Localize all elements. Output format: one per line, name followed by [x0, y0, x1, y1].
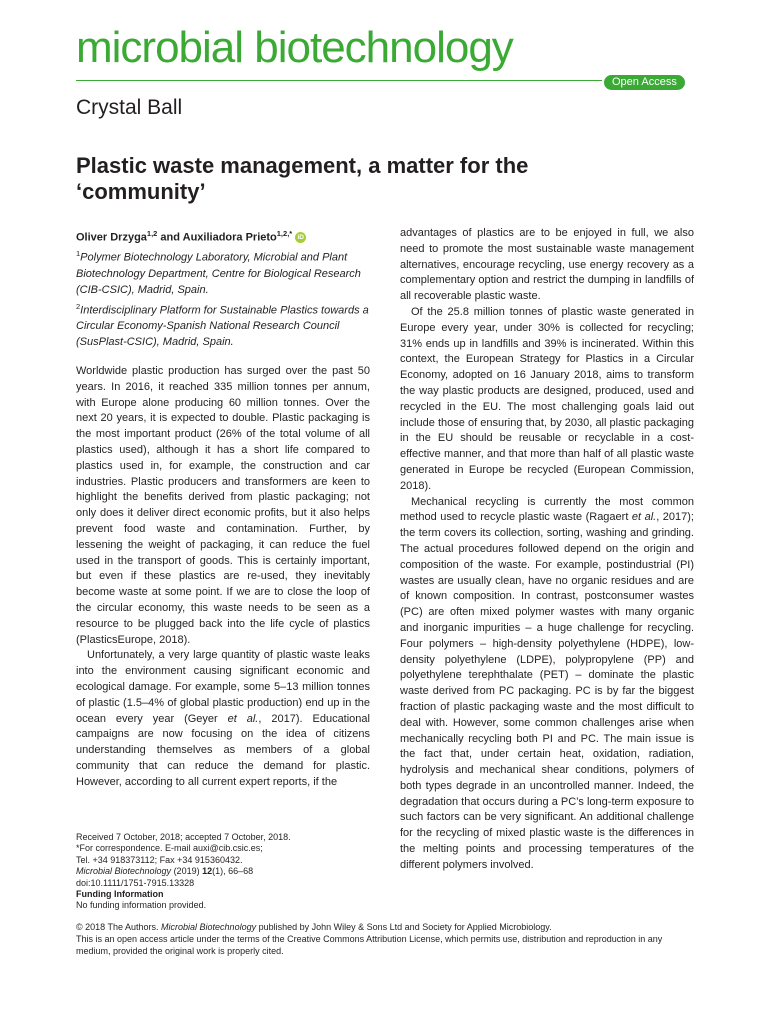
article-notes	[76, 832, 376, 912]
body-text: Unfortunately, a very large quantity of plastic waste leaks into the environment causing significant economic and ecological damage. For example, some 5–13 million tonnes of plastic (1.5–4% of global plastic production) end up in the ocean every year (Geyer	[76, 649, 370, 725]
author-name: Auxiliadora Prieto	[182, 231, 277, 244]
body-paragraph: Of the 25.8 million tonnes of plastic waste generated in Europe every year, under 30% is collected for recycling; 31% ends up in landfills and 39% is incinerated. Within this context, the European Strategy for Plastics in a Circular Economy, adopted on 16 January 2018, aims to transform the way plastic products are designed, produced, used and recycled in the EU. The most challenging goals laid out include those of ensuring that, by 2030, all plastic packaging in the EU should be reusable or recyclable in a cost-effective manner, and that more than half of all plastic waste generated in Europe be recycled (European Commission, 2018).	[400, 305, 694, 492]
body-column-left	[76, 364, 370, 791]
license-footer	[76, 922, 696, 957]
article-title: Plastic waste management, a matter for the ‘community’	[76, 153, 529, 204]
contact-phone: Tel. +34 918373112; Fax +34 915360432.	[76, 854, 243, 865]
body-text: Mechanical recycling is currently the most common method used to recycle plastic waste (Ragaert	[400, 495, 694, 524]
author-affiliation-marker: 1,2,	[276, 229, 290, 238]
affiliation-text: Polymer Biotechnology Laboratory, Microbial and Plant Biotechnology Department, Centre for Biological Research (CIB-CSIC), Madrid, Spain.	[76, 252, 361, 296]
copyright-journal: Microbial Biotechnology	[161, 922, 257, 932]
body-paragraph	[76, 648, 370, 790]
citation-pages: (1), 66–68	[212, 866, 254, 877]
body-column-right	[400, 226, 694, 874]
author-conjunction: and	[157, 231, 183, 244]
authors-block	[76, 226, 376, 351]
funding-text: No funding information provided.	[76, 900, 207, 911]
citation-etal: et al.	[631, 511, 657, 524]
citation-line	[76, 866, 376, 877]
author-list	[76, 226, 376, 246]
affiliation-marker: 2	[76, 301, 81, 311]
funding-heading: Funding Information	[76, 889, 164, 900]
body-paragraph: Worldwide plastic production has surged over the past 50 years. In 2016, it reached 335 million tonnes per annum, with Europe alone producing 60 million tonnes. Over the next 20 years, it is expected to double. Plastic packaging is the most important product (26% of the total volume of all plastics used), although it has a short life compared to plastics used in, for example, the construction and car industries. Plastic producers and transformers are keen to highlight the benefits derived from plastic packaging; not only does it deliver direct economic profits, but it also helps prevent food waste and contamination. Further, by lessening the weight of packaging, it can reduce the fuel used in the transport of goods. This is certainly important, but even if these plastics are re-used, they inevitably become waste at some point. If we are to close the loop of the circular economy, this waste needs to be seen as a resource to be plugged back into the life cycle of plastics (PlasticsEurope, 2018).	[76, 365, 370, 646]
affiliation-1	[76, 246, 376, 298]
doi-link[interactable]: doi:10.1111/1751-7915.13328	[76, 877, 195, 888]
license-text: This is an open access article under the terms of the Creative Commons Attribution License, which permits use, distribution and reproduction in any medium, provided the original work is properly cited.	[76, 933, 663, 956]
corresponding-marker: *	[289, 229, 293, 238]
citation-etal: et al.	[227, 712, 259, 725]
affiliation-marker: 1	[76, 249, 81, 259]
body-paragraph	[400, 495, 694, 874]
header-rule	[76, 80, 602, 81]
affiliation-2	[76, 299, 376, 351]
affiliation-text: Interdisciplinary Platform for Sustainable Plastics towards a Circular Economy-Spanish National Research Council (SusPlast-CSIC), Madrid, Spain.	[76, 304, 369, 348]
copyright-line	[76, 922, 696, 934]
section-label: Crystal Ball	[76, 96, 183, 119]
author-name: Oliver Drzyga	[76, 231, 147, 244]
citation-year: (2019)	[171, 866, 203, 877]
citation-journal: Microbial Biotechnology	[76, 866, 172, 877]
correspondence-email[interactable]: *For correspondence. E-mail auxi@cib.csic.es;	[76, 843, 263, 854]
copyright-publisher: published by John Wiley & Sons Ltd and Society for Applied Microbiology.	[256, 922, 552, 932]
orcid-icon[interactable]: iD	[295, 232, 306, 243]
copyright-text: © 2018 The Authors.	[76, 922, 162, 932]
received-date: Received 7 October, 2018; accepted 7 October, 2018.	[76, 832, 291, 842]
author-affiliation-marker: 1,2	[146, 229, 158, 238]
citation-volume: 12	[202, 866, 213, 877]
body-text: , 2017); the term covers its collection, sorting, washing and grinding. The actual procedures followed depend on the origin and composition of the waste. For example, postindustrial (PI) wastes are usually clean, have no organic residues and are of known composition. In contrast, postconsumer wastes (PC) are often mixed polymer wastes with many organic and inorganic impurities – a huge challenge for recycling. Four polymers – high-density polyethylene (HDPE), low-density polyethylene (LDPE), polypropylene (PP) and polyethylene terephthalate (PET) – dominate the plastic waste derived from PC packaging. PC is by far the biggest fraction of plastic packaging waste and the most difficult to deal with. However, some common challenges arise when mechanically recycling both PI and PC. The main issue is the fact that, under certain heat, oxidation, radiation, hydrolysis and mechanical shear conditions, polymers of both types degrade in an uncontrolled manner. Indeed, the degradation that occurs during a PC’s long-term exposure to such factors can be very significant. An additional challenge for the recycling of mixed plastic waste is the differences in the melting points and processing temperatures of the different polymers involved.	[400, 511, 694, 871]
journal-title: microbial biotechnology	[76, 23, 513, 72]
body-text: , 2017). Educational campaigns are now focusing on the idea of citizens understanding themselves as members of a global community that can reduce the demand for plastic. However, according to all current expert reports, if the	[76, 712, 370, 788]
body-paragraph: advantages of plastics are to be enjoyed in full, we also need to promote the most sustainable waste management alternatives, encourage recycling, use energy recovery as a complementary option and restrict the dumping in landfills of all recoverable plastic waste.	[400, 227, 694, 303]
open-access-badge: Open Access	[604, 75, 685, 90]
